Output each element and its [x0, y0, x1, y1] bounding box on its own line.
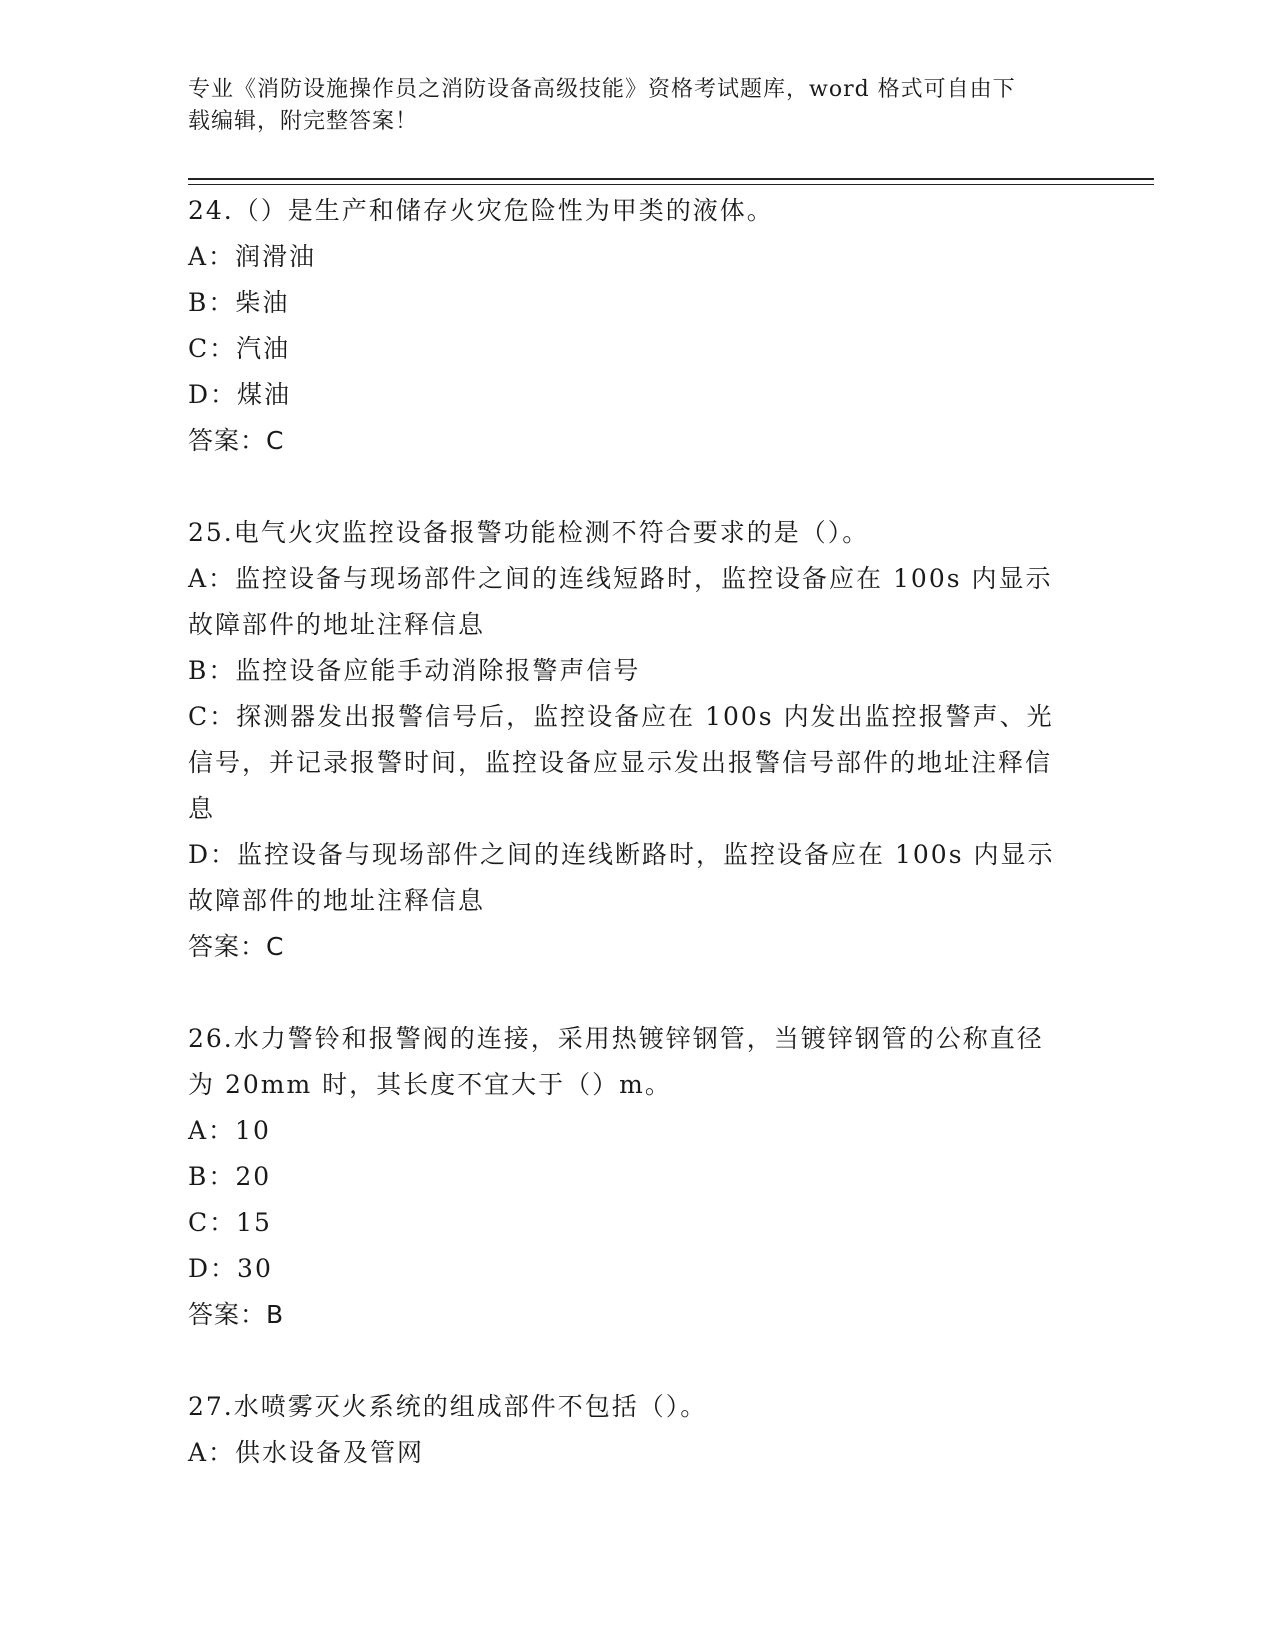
- header-divider-thin: [188, 184, 1154, 185]
- answer-label: 答案：C: [188, 426, 285, 455]
- option-b: B：监控设备应能手动消除报警声信号: [188, 656, 641, 685]
- option-a: A：监控设备与现场部件之间的连线短路时，监控设备应在 100s 内显示故障部件的地址注释信息: [188, 564, 1053, 639]
- header-divider-thick: [188, 178, 1154, 180]
- option-d: D：煤油: [188, 380, 292, 409]
- question-stem: 25.电气火灾监控设备报警功能检测不符合要求的是（）。: [188, 518, 870, 547]
- option-a: A：10: [188, 1116, 271, 1145]
- option-d: D：监控设备与现场部件之间的连线断路时，监控设备应在 100s 内显示故障部件的地址注释信息: [188, 840, 1055, 915]
- option-c: C：15: [188, 1208, 272, 1237]
- option-c: C：汽油: [188, 334, 291, 363]
- answer-label: 答案：B: [188, 1300, 285, 1329]
- question-stem: 26.水力警铃和报警阀的连接，采用热镀锌钢管，当镀锌钢管的公称直径为 20mm 时，其长度不宜大于（）m。: [188, 1024, 1044, 1099]
- question-26: [188, 1016, 1068, 1338]
- question-25: [188, 510, 1068, 970]
- question-stem: 27.水喷雾灭火系统的组成部件不包括（）。: [188, 1392, 708, 1421]
- question-27: [188, 1384, 1068, 1476]
- option-c: C：探测器发出报警信号后，监控设备应在 100s 内发出监控报警声、光信号，并记录报警时间，监控设备应显示发出报警信号部件的地址注释信息: [188, 702, 1054, 823]
- answer-label: 答案：C: [188, 932, 285, 961]
- question-24: [188, 188, 1068, 464]
- option-a: A：润滑油: [188, 242, 317, 271]
- header-line-1: 专业《消防设施操作员之消防设备高级技能》资格考试题库，word 格式可自由下: [188, 77, 1016, 102]
- option-d: D：30: [188, 1254, 273, 1283]
- option-a: A：供水设备及管网: [188, 1438, 425, 1467]
- option-b: B：20: [188, 1162, 272, 1191]
- document-header: [188, 74, 1068, 138]
- question-stem: 24.（）是生产和储存火灾危险性为甲类的液体。: [188, 196, 774, 225]
- header-line-2: 载编辑，附完整答案！: [188, 109, 419, 134]
- question-list: [188, 188, 1068, 1476]
- option-b: B：柴油: [188, 288, 290, 317]
